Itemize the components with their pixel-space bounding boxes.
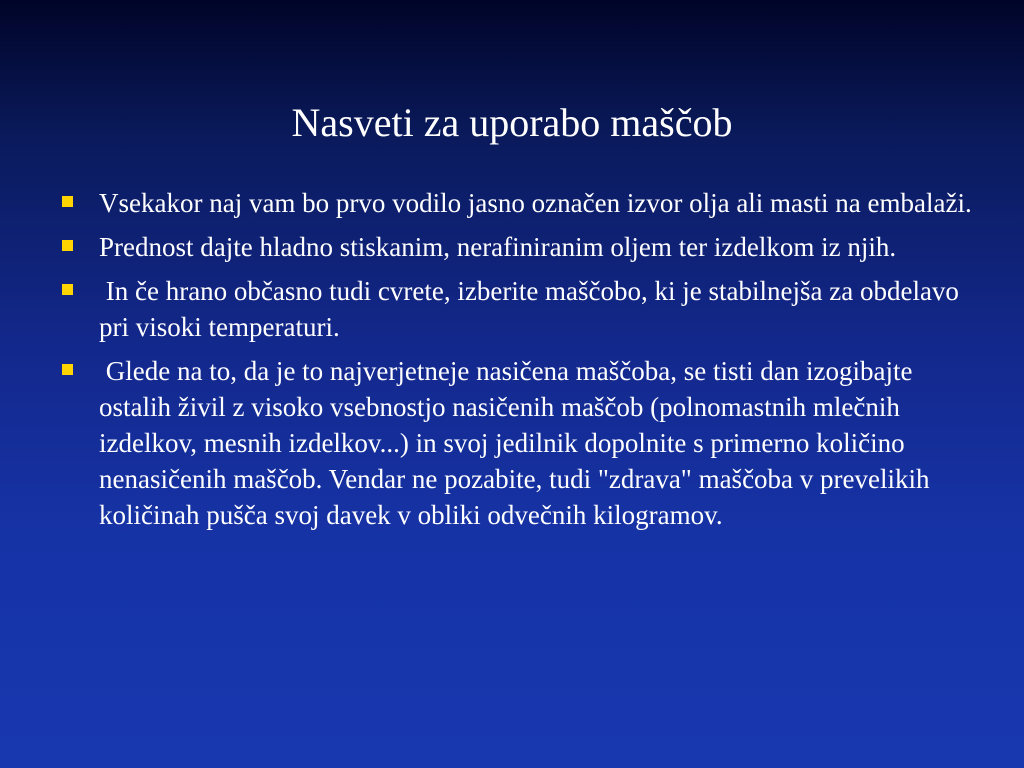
square-bullet-icon [62, 364, 73, 375]
bullet-item [62, 273, 974, 345]
square-bullet-icon [62, 284, 73, 295]
bullet-item [62, 353, 974, 533]
bullet-list [62, 185, 974, 541]
bullet-text: Glede na to, da je to najverjetneje nasičena maščoba, se tisti dan izogibajte ostalih živil z visoko vsebnostjo nasičenih maščob (polnomastnih mlečnih izdelkov, mesnih izdelkov...) in svoj jedilnik dopolnite s primerno količino nenasičenih maščob. Vendar ne pozabite, tudi "zdrava" maščoba v prevelikih količinah pušča svoj davek v obliki odvečnih kilogramov. [99, 356, 937, 530]
bullet-text: In če hrano občasno tudi cvrete, izberite maščobo, ki je stabilnejša za obdelavo pri visoki temperaturi. [99, 276, 966, 342]
bullet-item [62, 229, 974, 265]
square-bullet-icon [62, 196, 73, 207]
slide-title: Nasveti za uporabo maščob [291, 99, 733, 145]
bullet-text: Vsekakor naj vam bo prvo vodilo jasno označen izvor olja ali masti na embalaži. [99, 188, 972, 218]
bullet-item [62, 185, 974, 221]
bullet-text: Prednost dajte hladno stiskanim, nerafiniranim oljem ter izdelkom iz njih. [99, 232, 897, 262]
square-bullet-icon [62, 240, 73, 251]
